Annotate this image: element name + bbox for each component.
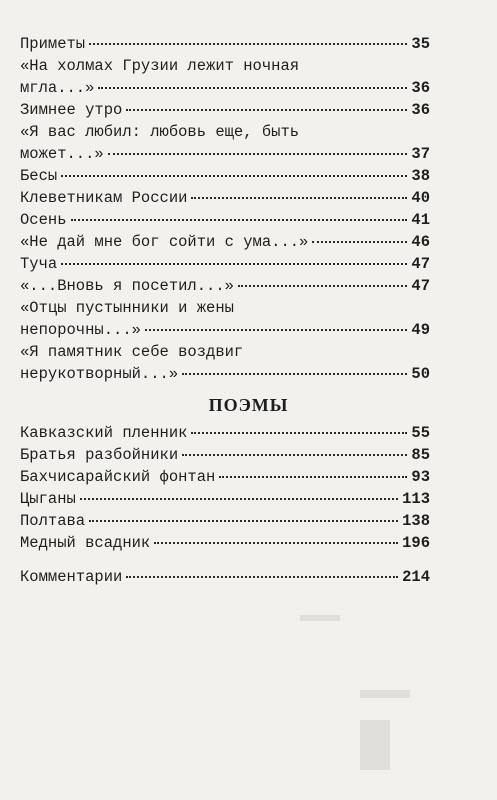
toc-page-number: 40 <box>411 189 430 207</box>
toc-entry-title-line: «Я памятник себе воздвиг <box>20 343 244 361</box>
toc-entry <box>20 165 430 187</box>
toc-entry-title: Кавказский пленник <box>20 424 188 442</box>
toc-entry-title-line: «Отцы пустынники и жены <box>20 299 234 317</box>
toc-entry <box>20 99 430 121</box>
dot-leader <box>154 541 398 544</box>
poems-list <box>20 33 430 385</box>
toc-entry <box>20 55 430 99</box>
section-heading: ПОЭМЫ <box>208 395 289 415</box>
toc-entry-title: может...» <box>20 145 104 163</box>
toc-page-number: 196 <box>402 534 430 552</box>
toc-entry <box>20 231 430 253</box>
toc-entry <box>20 209 430 231</box>
toc-page-number: 35 <box>411 35 430 53</box>
toc-entry-title: Туча <box>20 255 58 273</box>
toc-entry <box>20 187 430 209</box>
toc-entry <box>20 275 430 297</box>
toc-entry-title: Полтава <box>20 512 86 530</box>
toc-page-number: 50 <box>411 365 430 383</box>
dot-leader <box>182 372 407 375</box>
toc-entry-title: нерукотворный...» <box>20 365 179 383</box>
toc-page-number: 138 <box>402 512 430 530</box>
dot-leader <box>145 328 407 331</box>
toc-page-number: 36 <box>411 101 430 119</box>
toc-page-number: 55 <box>411 424 430 442</box>
show-through-mark <box>360 720 390 770</box>
dot-leader <box>61 262 407 265</box>
toc-entry-title: «Не дай мне бог сойти с ума...» <box>20 233 309 251</box>
toc-entry-title: Медный всадник <box>20 534 151 552</box>
show-through-mark <box>360 690 410 698</box>
toc-page-number: 214 <box>402 568 430 586</box>
toc-entry-title: Бахчисарайский фонтан <box>20 468 216 486</box>
dot-leader <box>126 575 398 578</box>
dot-leader <box>238 284 407 287</box>
toc-entry <box>20 466 430 488</box>
toc-page-number: 46 <box>411 233 430 251</box>
commentary-list <box>20 566 430 588</box>
show-through-mark <box>300 615 340 621</box>
toc-entry <box>20 297 430 341</box>
toc-entry <box>20 444 430 466</box>
toc-page-number: 38 <box>411 167 430 185</box>
toc-entry-title: непорочны...» <box>20 321 141 339</box>
dot-leader <box>98 86 407 89</box>
toc-page-number: 93 <box>411 468 430 486</box>
toc-entry-title: Комментарии <box>20 568 123 586</box>
toc-entry-title: мгла...» <box>20 79 95 97</box>
dot-leader <box>80 497 398 500</box>
dot-leader <box>71 218 408 221</box>
toc-entry <box>20 33 430 55</box>
dot-leader <box>191 431 407 434</box>
long-poems-list <box>20 422 430 554</box>
toc-page-number: 113 <box>402 490 430 508</box>
dot-leader <box>89 519 398 522</box>
toc-page-number: 37 <box>411 145 430 163</box>
toc-entry-title: Осень <box>20 211 67 229</box>
toc-entry <box>20 488 430 510</box>
toc-page-number: 47 <box>411 277 430 295</box>
toc-entry-title: «...Вновь я посетил...» <box>20 277 234 295</box>
toc-entry <box>20 532 430 554</box>
toc-entry-title: Братья разбойники <box>20 446 179 464</box>
toc-entry-title-line: «На холмах Грузии лежит ночная <box>20 57 300 75</box>
toc-page-number: 41 <box>411 211 430 229</box>
toc-entry <box>20 566 430 588</box>
toc-entry-title: Клеветникам России <box>20 189 188 207</box>
toc-page-number: 49 <box>411 321 430 339</box>
dot-leader <box>108 152 408 155</box>
dot-leader <box>89 42 407 45</box>
toc-entry-title: Зимнее утро <box>20 101 123 119</box>
dot-leader <box>126 108 407 111</box>
dot-leader <box>219 475 407 478</box>
dot-leader <box>312 240 407 243</box>
toc-entry-title-line: «Я вас любил: любовь еще, быть <box>20 123 300 141</box>
dot-leader <box>182 453 407 456</box>
toc-entry-title: Приметы <box>20 35 86 53</box>
toc-page-number: 36 <box>411 79 430 97</box>
toc-entry <box>20 341 430 385</box>
toc-page-number: 47 <box>411 255 430 273</box>
toc-entry-title: Цыганы <box>20 490 76 508</box>
toc-entry-title: Бесы <box>20 167 58 185</box>
toc-entry <box>20 510 430 532</box>
toc-entry <box>20 121 430 165</box>
dot-leader <box>61 174 407 177</box>
toc-entry <box>20 422 430 444</box>
toc-page-number: 85 <box>411 446 430 464</box>
toc-entry <box>20 253 430 275</box>
dot-leader <box>191 196 407 199</box>
